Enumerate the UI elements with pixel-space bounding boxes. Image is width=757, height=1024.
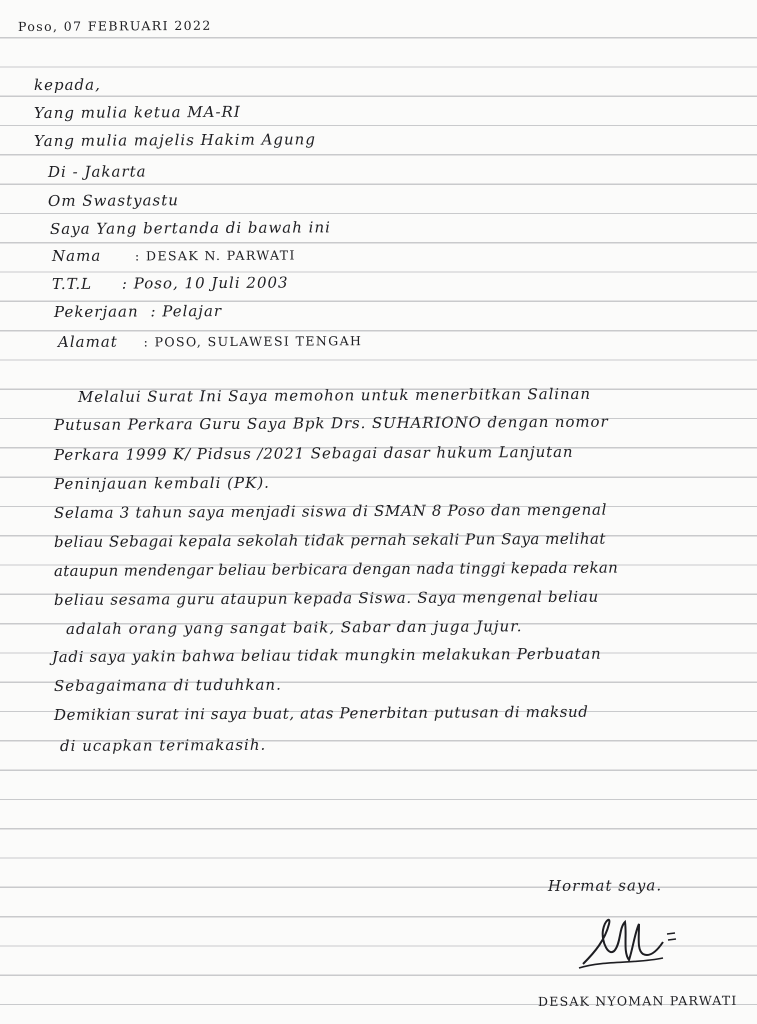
- body-line: Selama 3 tahun saya menjadi siswa di SMAN 8 Poso dan mengenal: [53, 500, 608, 522]
- body-line: Peninjauan kembali (PK).: [53, 473, 270, 493]
- identity-label: Alamat: [57, 332, 118, 351]
- identity-label: Pekerjaan: [53, 302, 139, 321]
- body-line: Perkara 1999 K/ Pidsus /2021 Sebagai dasar hukum Lanjutan: [53, 442, 574, 464]
- recipient-line: Yang mulia ketua MA-RI: [33, 102, 241, 122]
- identity-label: Nama: [51, 246, 102, 265]
- identity-label: T.T.L: [51, 274, 93, 293]
- identity-value: : Poso, 10 Juli 2003: [121, 273, 289, 293]
- greeting: Om Swastyastu: [47, 191, 179, 210]
- body-line: Demikian surat ini saya buat, atas Penerbitan putusan di maksud: [53, 702, 589, 724]
- body-line: beliau sesama guru ataupun kepada Siswa. Saya mengenal beliau: [53, 587, 599, 609]
- body-line: adalah orang yang sangat baik, Sabar dan juga Jujur.: [65, 617, 523, 638]
- intro-line: Saya Yang bertanda di bawah ini: [49, 218, 331, 238]
- body-line: di ucapkan terimakasih.: [59, 735, 267, 755]
- identity-value: : Pelajar: [150, 301, 223, 321]
- body-line: Sebagaimana di tuduhkan.: [53, 675, 282, 695]
- signature-mark: [575, 902, 695, 977]
- body-line: Melalui Surat Ini Saya memohon untuk menerbitkan Salinan: [77, 384, 591, 406]
- closing: Hormat saya.: [547, 876, 663, 895]
- body-line: Jadi saya yakin bahwa beliau tidak mungkin melakukan Perbuatan: [51, 644, 602, 666]
- recipient-line: Di - Jakarta: [47, 162, 147, 181]
- place-date: Poso, 07 FEBRUARI 2022: [17, 17, 212, 34]
- body-line: beliau Sebagai kepala sekolah tidak pernah sekali Pun Saya melihat: [53, 529, 606, 551]
- recipient-line: Yang mulia majelis Hakim Agung: [33, 130, 316, 150]
- identity-row: [52, 246, 296, 266]
- identity-row: [54, 302, 222, 321]
- identity-value: : DESAK N. PARWATI: [134, 247, 296, 264]
- identity-row: [58, 331, 362, 352]
- body-line: Putusan Perkara Guru Saya Bpk Drs. SUHARIONO dengan nomor: [53, 412, 609, 434]
- identity-value: : POSO, SULAWESI TENGAH: [143, 333, 363, 350]
- identity-row: [52, 274, 289, 293]
- body-line: ataupun mendengar beliau berbicara dengan nada tinggi kepada rekan: [53, 558, 619, 580]
- signer-name: DESAK NYOMAN PARWATI: [537, 992, 738, 1009]
- recipient-line: kepada,: [33, 75, 101, 94]
